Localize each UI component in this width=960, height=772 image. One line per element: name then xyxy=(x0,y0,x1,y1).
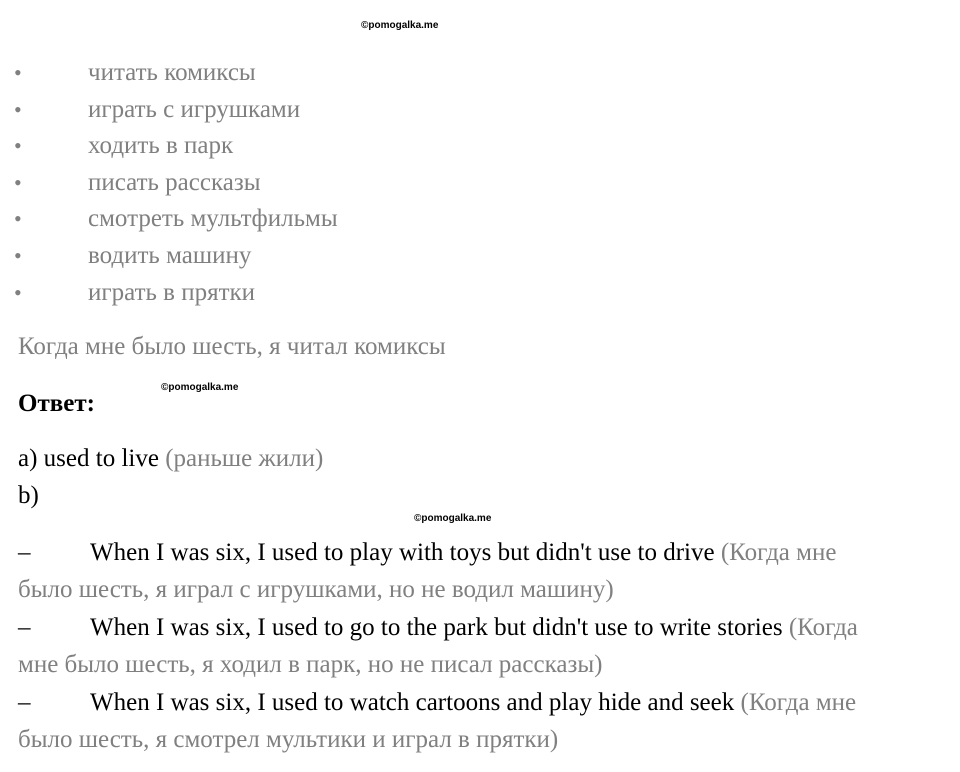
dash-marker: – xyxy=(18,614,31,641)
example-sentence: Когда мне было шесть, я читал комиксы xyxy=(18,333,446,360)
list-item xyxy=(14,55,338,92)
list-item-text: писать рассказы xyxy=(88,168,261,196)
answer-line xyxy=(18,689,856,717)
answer-translation: (Когда мне xyxy=(720,539,837,566)
part-a-translation: (раньше жили) xyxy=(165,445,324,472)
answer-english: When I was six, I used to go to the park but didn't use to write stories xyxy=(90,614,783,641)
list-item-text: читать комиксы xyxy=(88,59,256,86)
answer-english: When I was six, I used to play with toys but didn't use to drive xyxy=(90,539,715,566)
answer-translation: (Когда мне xyxy=(740,689,857,716)
answer-translation-continued: было шесть, я играл с игрушками, но не водил машину) xyxy=(18,576,614,603)
answer-translation-continued: было шесть, я смотрел мультики и играл в прятки) xyxy=(18,726,559,753)
list-item xyxy=(14,238,338,275)
list-item xyxy=(14,92,338,129)
list-item-text: смотреть мультфильмы xyxy=(88,205,338,233)
list-item-text: играть с игрушками xyxy=(88,95,301,123)
bullet-marker: • xyxy=(14,169,22,195)
bullet-marker: • xyxy=(14,242,22,268)
part-a-line xyxy=(18,445,323,473)
part-b-label: b) xyxy=(18,482,39,509)
list-item-text: водить машину xyxy=(88,241,252,269)
answer-line xyxy=(18,614,858,642)
list-item xyxy=(14,165,338,202)
watermark-top: ©pomogalka.me xyxy=(361,20,439,31)
list-item-text: ходить в парк xyxy=(88,132,234,160)
watermark-middle: ©pomogalka.me xyxy=(161,382,239,393)
bullet-marker: • xyxy=(14,60,22,85)
part-a-label: a) used to live xyxy=(18,445,159,472)
bullet-marker: • xyxy=(14,133,22,159)
list-item xyxy=(14,128,338,165)
watermark-lower: ©pomogalka.me xyxy=(414,513,492,524)
list-item-text: играть в прятки xyxy=(88,278,256,306)
bullet-marker: • xyxy=(14,206,22,232)
list-item xyxy=(14,275,338,312)
answer-translation: (Когда xyxy=(788,614,858,641)
answer-translation-continued: мне было шесть, я ходил в парк, но не писал рассказы) xyxy=(18,651,603,678)
dash-marker: – xyxy=(18,689,31,716)
bullet-marker: • xyxy=(14,279,22,305)
list-item xyxy=(14,201,338,238)
bullet-marker: • xyxy=(14,96,22,122)
answer-english: When I was six, I used to watch cartoons and play hide and seek xyxy=(90,689,735,716)
dash-marker: – xyxy=(18,539,31,566)
answer-heading: Ответ: xyxy=(18,390,95,417)
activity-list xyxy=(14,55,338,311)
answer-line xyxy=(18,539,836,567)
